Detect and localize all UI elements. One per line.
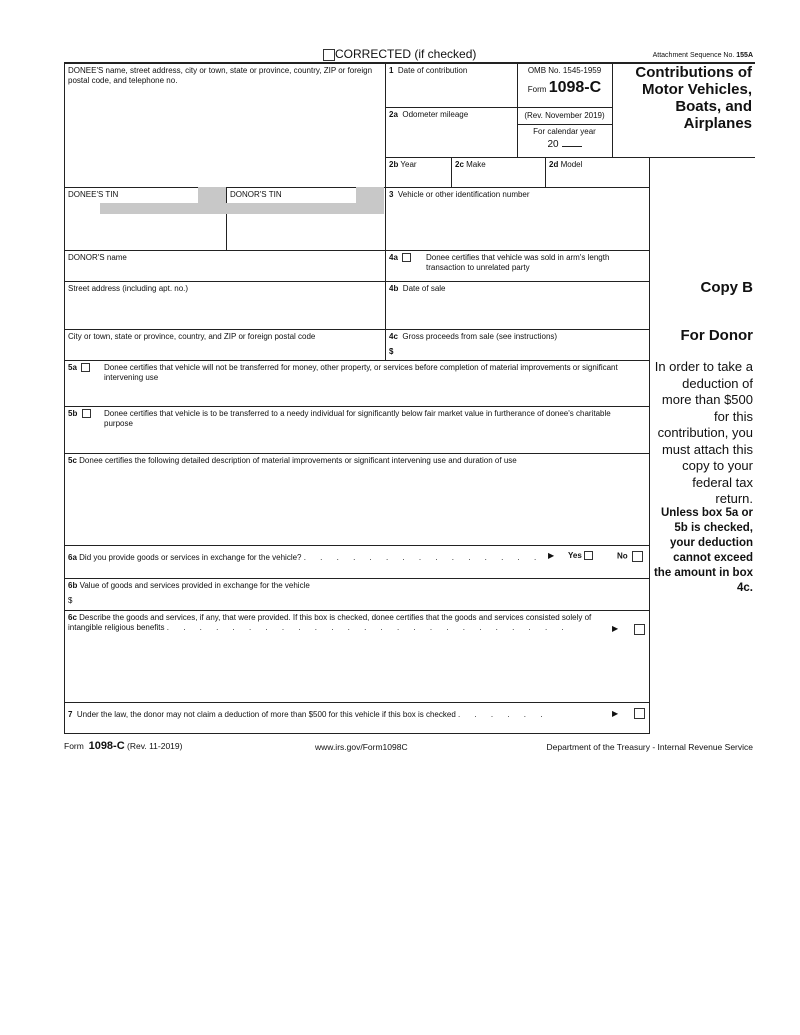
donee-info-box[interactable] (64, 63, 386, 188)
box-num: 2c (455, 160, 464, 169)
donee-tin-label: DONEE'S TIN (68, 190, 119, 199)
form-prefix: Form (527, 85, 547, 94)
footer-revision: (Rev. 11-2019) (127, 741, 183, 751)
box-num: 2b (389, 160, 399, 169)
box-num: 2a (389, 110, 398, 119)
box-num: 4c (389, 332, 398, 341)
box-5c[interactable] (64, 453, 650, 546)
attachment-label: Attachment Sequence No. (652, 52, 735, 59)
for-donor-label: For Donor (680, 327, 753, 344)
calendar-year-label: For calendar year (533, 127, 596, 136)
box-num: 2d (549, 160, 559, 169)
box-num: 1 (389, 66, 394, 75)
donor-name-box[interactable] (64, 250, 386, 282)
donor-tin-label: DONOR'S TIN (230, 190, 282, 199)
yes-label: Yes (568, 551, 582, 560)
box-2d-label: Model (560, 160, 583, 169)
copy-b-label: Copy B (700, 279, 753, 296)
box-4b-label: Date of sale (402, 284, 446, 293)
deduction-limit-note: Unless box 5a or 5b is checked, your deduction cannot exceed the amount in box 4c. (653, 507, 753, 594)
omb-box (517, 63, 613, 108)
form-title: Contributions of Motor Vehicles, Boats, and Airplanes (635, 64, 752, 132)
no-option[interactable] (617, 551, 643, 562)
box-2c[interactable] (451, 157, 546, 188)
box-4a-checkbox[interactable] (402, 253, 411, 262)
box-num: 6b (68, 581, 78, 590)
revision-label: (Rev. November 2019) (524, 111, 605, 120)
box-1-label: Date of contribution (397, 66, 468, 75)
corrected-checkbox[interactable] (323, 49, 335, 61)
box-6b[interactable] (64, 578, 650, 611)
box-4a-label: Donee certifies that vehicle was sold in arm's length transaction to unrelated party (426, 253, 610, 272)
box-5a[interactable] (64, 360, 650, 407)
footer-url[interactable]: www.irs.gov/Form1098C (315, 742, 408, 752)
street-box[interactable] (64, 281, 386, 330)
arrow-icon: ▶ (612, 709, 619, 718)
box-2d[interactable] (545, 157, 650, 188)
arrow-icon: ▶ (548, 551, 555, 560)
box-2a-label: Odometer mileage (402, 110, 469, 119)
city-box[interactable] (64, 329, 386, 361)
year-prefix: 20 (547, 139, 559, 150)
attachment-number: 155A (736, 52, 753, 59)
box-5a-checkbox[interactable] (81, 363, 90, 372)
box-7-checkbox[interactable] (634, 708, 645, 719)
year-field[interactable] (562, 146, 582, 147)
box-6b-label: Value of goods and services provided in exchange for the vehicle (79, 581, 310, 590)
box-5b[interactable] (64, 406, 650, 454)
no-checkbox[interactable] (632, 551, 643, 562)
currency-sign: $ (389, 347, 394, 356)
currency-sign: $ (68, 596, 73, 605)
dot-leader: . . . . . . . . . . . . . . . (303, 553, 543, 562)
arrow-icon: ▶ (612, 624, 619, 633)
city-label: City or town, state or province, country, and ZIP or foreign postal code (68, 332, 316, 341)
box-6c-label: Describe the goods and services, if any, that were provided. If this box is checked, donee certifies that the goods and services consisted solely of intangible religious benefits (68, 613, 592, 632)
box-num: 4a (389, 253, 398, 262)
box-num: 3 (389, 190, 394, 199)
no-label: No (617, 551, 628, 561)
yes-checkbox[interactable] (584, 551, 593, 560)
footer-form (64, 740, 182, 752)
box-6a (64, 545, 650, 579)
box-num: 7 (68, 710, 73, 719)
box-5b-label: Donee certifies that vehicle is to be transferred to a needy individual for significantly below fair market value in furtherance of donee's charitable purpose (104, 409, 611, 428)
box-num: 5a (68, 363, 77, 372)
dot-leader: . . . . . . (458, 710, 549, 719)
box-4b[interactable] (385, 281, 650, 330)
box-6a-label: Did you provide goods or services in exchange for the vehicle? (79, 553, 302, 562)
box-7-label: Under the law, the donor may not claim a deduction of more than $500 for this vehicle if this box is checked (76, 710, 456, 719)
box-num: 6a (68, 553, 77, 562)
yes-option[interactable] (568, 551, 593, 561)
box-num: 5b (68, 409, 78, 418)
omb-number: OMB No. 1545-1959 (527, 66, 602, 75)
box-2a[interactable] (385, 107, 518, 158)
box-4c[interactable] (385, 329, 650, 361)
dot-leader: . . . . . . . . . . . . . . . . . . . . . . . . . (166, 623, 570, 632)
footer-department: Department of the Treasury - Internal Revenue Service (546, 742, 753, 752)
box-4c-label: Gross proceeds from sale (see instructions) (402, 332, 558, 341)
footer-form-prefix: Form (64, 741, 84, 751)
box-1[interactable] (385, 63, 518, 108)
box-num: 6c (68, 613, 77, 622)
box-3-label: Vehicle or other identification number (397, 190, 530, 199)
box-5b-checkbox[interactable] (82, 409, 91, 418)
box-3[interactable] (385, 187, 650, 251)
donor-name-label: DONOR'S name (68, 253, 127, 262)
gray-shade (100, 203, 226, 214)
gray-shade (223, 203, 384, 214)
form-name: 1098-C (548, 79, 602, 96)
box-num: 5c (68, 456, 77, 465)
box-7 (64, 702, 650, 734)
footer-form-name: 1098-C (88, 740, 125, 752)
gray-shade (198, 187, 226, 203)
donee-info-label: DONEE'S name, street address, city or town, state or province, country, ZIP or foreign postal code, and telephone no. (68, 66, 373, 85)
box-2c-label: Make (466, 160, 486, 169)
box-4a[interactable] (385, 250, 650, 282)
gray-shade (356, 187, 384, 203)
box-6c[interactable] (64, 610, 650, 703)
box-5a-label: Donee certifies that vehicle will not be transferred for money, other property, or services before completion of material improvements or significant intervening use (104, 363, 618, 382)
street-label: Street address (including apt. no.) (68, 284, 189, 293)
box-2b[interactable] (385, 157, 452, 188)
attachment-sequence (653, 52, 753, 59)
deduction-note: In order to take a deduction of more than $500 for this contribution, you must attach this copy to your federal tax return. (654, 359, 753, 506)
calendar-year-box (517, 124, 613, 158)
corrected-field (323, 47, 476, 61)
box-5c-label: Donee certifies the following detailed description of material improvements or significant intervening use and duration of use (79, 456, 517, 465)
corrected-label: CORRECTED (if checked) (335, 47, 477, 61)
box-6c-checkbox[interactable] (634, 624, 645, 635)
box-2b-label: Year (400, 160, 417, 169)
box-num: 4b (389, 284, 399, 293)
revision (517, 107, 613, 125)
